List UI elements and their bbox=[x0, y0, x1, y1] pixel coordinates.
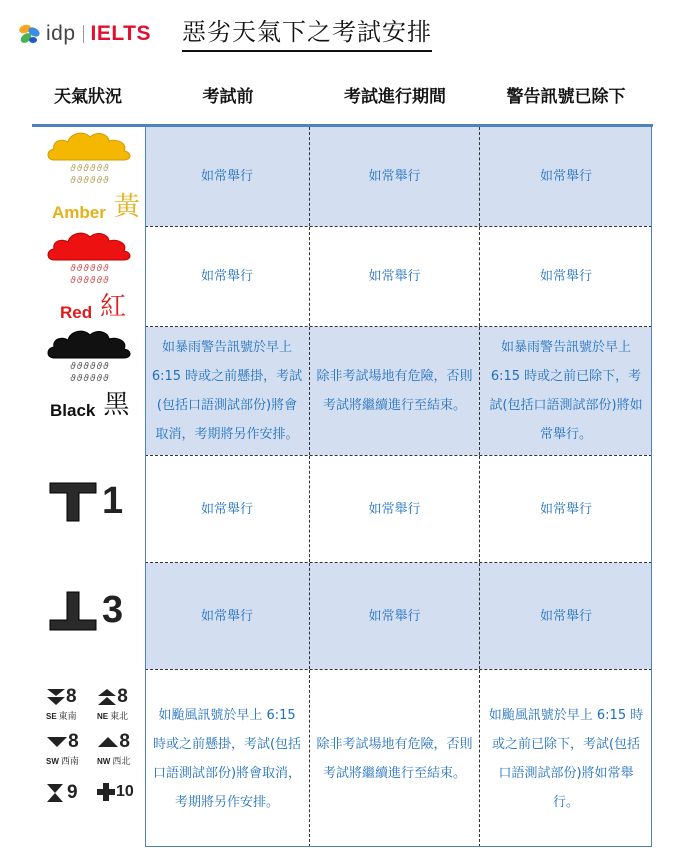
red-rainstorm-icon bbox=[40, 230, 140, 323]
direction-zh: 東南 bbox=[58, 712, 77, 722]
table-row-t1 bbox=[145, 456, 652, 562]
amber-label-zh: 黃 bbox=[113, 192, 140, 222]
cell-t1-before: 如常舉行 bbox=[145, 456, 310, 562]
black-label-en: Black bbox=[50, 401, 96, 420]
cell-t1-during: 如常舉行 bbox=[310, 456, 480, 562]
rain-drops: ϑϑϑϑϑϑ bbox=[70, 276, 110, 286]
up-triangle-icon bbox=[97, 735, 119, 749]
cell-red-before: 如常舉行 bbox=[145, 227, 310, 326]
direction-zh: 東北 bbox=[110, 712, 129, 722]
table-row-t3 bbox=[145, 563, 652, 669]
black-label-zh: 黑 bbox=[103, 390, 130, 420]
direction-zh: 西北 bbox=[112, 757, 131, 767]
direction-code: NE bbox=[97, 712, 109, 721]
signal-number: 8 bbox=[68, 731, 79, 752]
typhoon-signal-8-ne-icon bbox=[97, 686, 128, 722]
typhoon-signal-8-se-icon bbox=[46, 686, 77, 722]
cell-black-before: 如暴雨警告訊號於早上 6:15 時或之前懸掛，考試(包括口語測試部份)將會取消，考期將另作安排。 bbox=[145, 327, 310, 455]
direction-zh: 西南 bbox=[60, 757, 79, 767]
hourglass-icon bbox=[46, 783, 64, 803]
table-row-black bbox=[145, 327, 652, 455]
header-signal-lowered: 警告訊號已除下 bbox=[506, 87, 626, 107]
cell-black-during: 除非考試場地有危險，否則考試將繼續進行至結束。 bbox=[310, 327, 480, 455]
cell-red-during: 如常舉行 bbox=[310, 227, 480, 326]
signal-number: 10 bbox=[116, 783, 134, 800]
cell-t3-during: 如常舉行 bbox=[310, 563, 480, 669]
black-rainstorm-icon bbox=[40, 328, 140, 421]
cell-amber-during: 如常舉行 bbox=[310, 127, 480, 226]
cross-icon bbox=[96, 782, 116, 802]
typhoon-signal-3-icon bbox=[48, 589, 123, 632]
cell-t8-after: 如颱風訊號於早上 6:15 時或之前已除下，考試(包括口語測試部份)將如常舉行。 bbox=[488, 707, 644, 810]
idp-wordmark: idp bbox=[46, 22, 76, 45]
signal-number: 9 bbox=[67, 782, 78, 803]
typhoon-signal-8-sw-icon bbox=[46, 731, 79, 767]
red-label bbox=[60, 286, 140, 323]
black-label bbox=[50, 384, 140, 421]
signal-number: 3 bbox=[102, 589, 124, 631]
typhoon-signal-9-icon bbox=[46, 782, 78, 804]
typhoon-signal-8-nw-icon bbox=[97, 731, 130, 767]
signal-number: 8 bbox=[66, 686, 77, 707]
cell-black-after: 如暴雨警告訊號於早上 6:15 時或之前已除下，考試(包括口語測試部份)將如常舉行。 bbox=[489, 340, 643, 442]
amber-cloud-icon bbox=[46, 130, 132, 162]
red-label-en: Red bbox=[60, 303, 93, 322]
typhoon-signal-10-icon bbox=[96, 782, 134, 802]
cell-t3-after: 如常舉行 bbox=[539, 608, 592, 624]
double-up-triangle-icon bbox=[97, 688, 117, 706]
idp-logo-mark-icon bbox=[18, 23, 42, 45]
rain-drops: ϑϑϑϑϑϑ bbox=[70, 164, 110, 174]
rain-drops: ϑϑϑϑϑϑ bbox=[70, 176, 110, 186]
cell-t3-before: 如常舉行 bbox=[145, 563, 310, 669]
header-before-exam: 考試前 bbox=[202, 87, 254, 107]
cell-t8-during: 除非考試場地有危險，否則考試將繼續進行至結束。 bbox=[310, 670, 480, 847]
red-label-zh: 紅 bbox=[100, 292, 127, 322]
typhoon-signal-1-icon bbox=[48, 480, 123, 523]
page-title: 惡劣天氣下之考試安排 bbox=[182, 16, 432, 52]
rain-drops: ϑϑϑϑϑϑ bbox=[70, 362, 110, 372]
cell-amber-after: 如常舉行 bbox=[539, 169, 592, 184]
inverted-t-shape-icon bbox=[48, 590, 98, 632]
header-during-exam: 考試進行期間 bbox=[344, 87, 446, 107]
direction-code: SW bbox=[46, 757, 59, 766]
table-row-red bbox=[145, 227, 652, 326]
double-down-triangle-icon bbox=[46, 688, 66, 706]
cell-t1-after: 如常舉行 bbox=[539, 501, 592, 517]
logo-divider bbox=[83, 25, 84, 43]
signal-number: 8 bbox=[117, 686, 128, 707]
cell-red-after: 如常舉行 bbox=[539, 269, 592, 284]
header-weather-condition: 天氣狀況 bbox=[54, 87, 122, 107]
t-shape-icon bbox=[48, 481, 98, 523]
black-cloud-icon bbox=[46, 328, 132, 360]
cell-amber-before: 如常舉行 bbox=[145, 127, 310, 226]
table-row-amber bbox=[145, 127, 652, 226]
direction-code: NW bbox=[97, 757, 111, 766]
amber-rainstorm-icon bbox=[40, 130, 140, 223]
signal-number: 1 bbox=[102, 480, 124, 522]
direction-code: SE bbox=[46, 712, 57, 721]
ielts-wordmark: IELTS bbox=[90, 22, 151, 45]
rain-drops: ϑϑϑϑϑϑ bbox=[70, 374, 110, 384]
signal-number: 8 bbox=[119, 731, 130, 752]
idp-ielts-logo bbox=[18, 22, 151, 46]
table-row-t8-plus bbox=[145, 670, 652, 847]
amber-label bbox=[52, 186, 140, 223]
amber-label-en: Amber bbox=[52, 203, 106, 222]
down-triangle-icon bbox=[46, 735, 68, 749]
cell-t8-before: 如颱風訊號於早上 6:15 時或之前懸掛，考試(包括口語測試部份)將會取消，考期將另作安排。 bbox=[145, 670, 310, 847]
red-cloud-icon bbox=[46, 230, 132, 262]
rain-drops: ϑϑϑϑϑϑ bbox=[70, 264, 110, 274]
